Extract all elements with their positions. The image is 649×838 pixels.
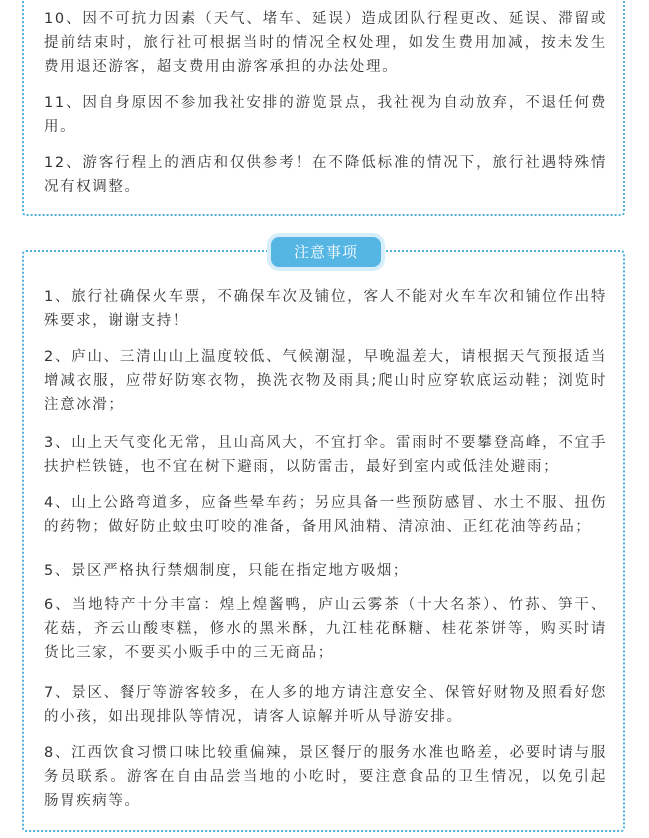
notice-item-6: 6、当地特产十分丰富：煌上煌酱鸭，庐山云雾茶（十大名茶）、竹荪、笋干、花菇，齐云山酸枣糕，修水的黑米酥，九江桂花酥糖、桂花茶饼等，购买时请货比三家，不要买小贩手中的三无商品； [44, 597, 607, 661]
notice-item-5: 5、景区严格执行禁烟制度，只能在指定地方吸烟； [44, 563, 410, 579]
notice-section-box [22, 250, 625, 832]
notice-section-title: 注意事项 [271, 237, 381, 267]
term-item-10: 10、因不可抗力因素（天气、堵车、延误）造成团队行程更改、延误、滞留或提前结束时，旅行社可根据当时的情况全权处理，如发生费用加减，按未发生费用退还游客，超支费用由游客承担的办法处理。 [44, 11, 607, 75]
notice-item-8: 8、江西饮食习惯口味比较重偏辣，景区餐厅的服务水准也略差，必要时请与服务员联系。游客在自由品尝当地的小吃时，要注意食品的卫生情况，以免引起肠胃疾病等。 [44, 745, 607, 809]
term-item-12: 12、游客行程上的酒店和仅供参考！在不降低标准的情况下，旅行社遇特殊情况有权调整。 [44, 155, 607, 195]
terms-section-box [22, 0, 625, 216]
term-item-11: 11、因自身原因不参加我社安排的游览景点，我社视为自动放弃，不退任何费用。 [44, 95, 607, 135]
notice-item-2: 2、庐山、三清山山上温度较低、气候潮湿，早晚温差大，请根据天气预报适当增减衣服，应带好防寒衣物，换洗衣物及雨具;爬山时应穿软底运动鞋；浏览时注意冰滑； [44, 349, 607, 413]
notice-item-7: 7、景区、餐厅等游客较多，在人多的地方请注意安全、保管好财物及照看好您的小孩，如出现排队等情况，请客人谅解并听从导游安排。 [44, 685, 607, 725]
notice-item-4: 4、山上公路弯道多，应备些晕车药；另应具备一些预防感冒、水土不服、扭伤的药物；做好防止蚊虫叮咬的准备，备用风油精、清凉油、正红花油等药品； [44, 495, 607, 535]
notice-item-1: 1、旅行社确保火车票，不确保车次及铺位，客人不能对火车车次和铺位作出特殊要求，谢谢支持！ [44, 289, 607, 329]
notice-item-3: 3、山上天气变化无常，且山高风大，不宜打伞。雷雨时不要攀登高峰，不宜手扶护栏铁链，也不宜在树下避雨，以防雷击，最好到室内或低洼处避雨； [44, 435, 607, 475]
